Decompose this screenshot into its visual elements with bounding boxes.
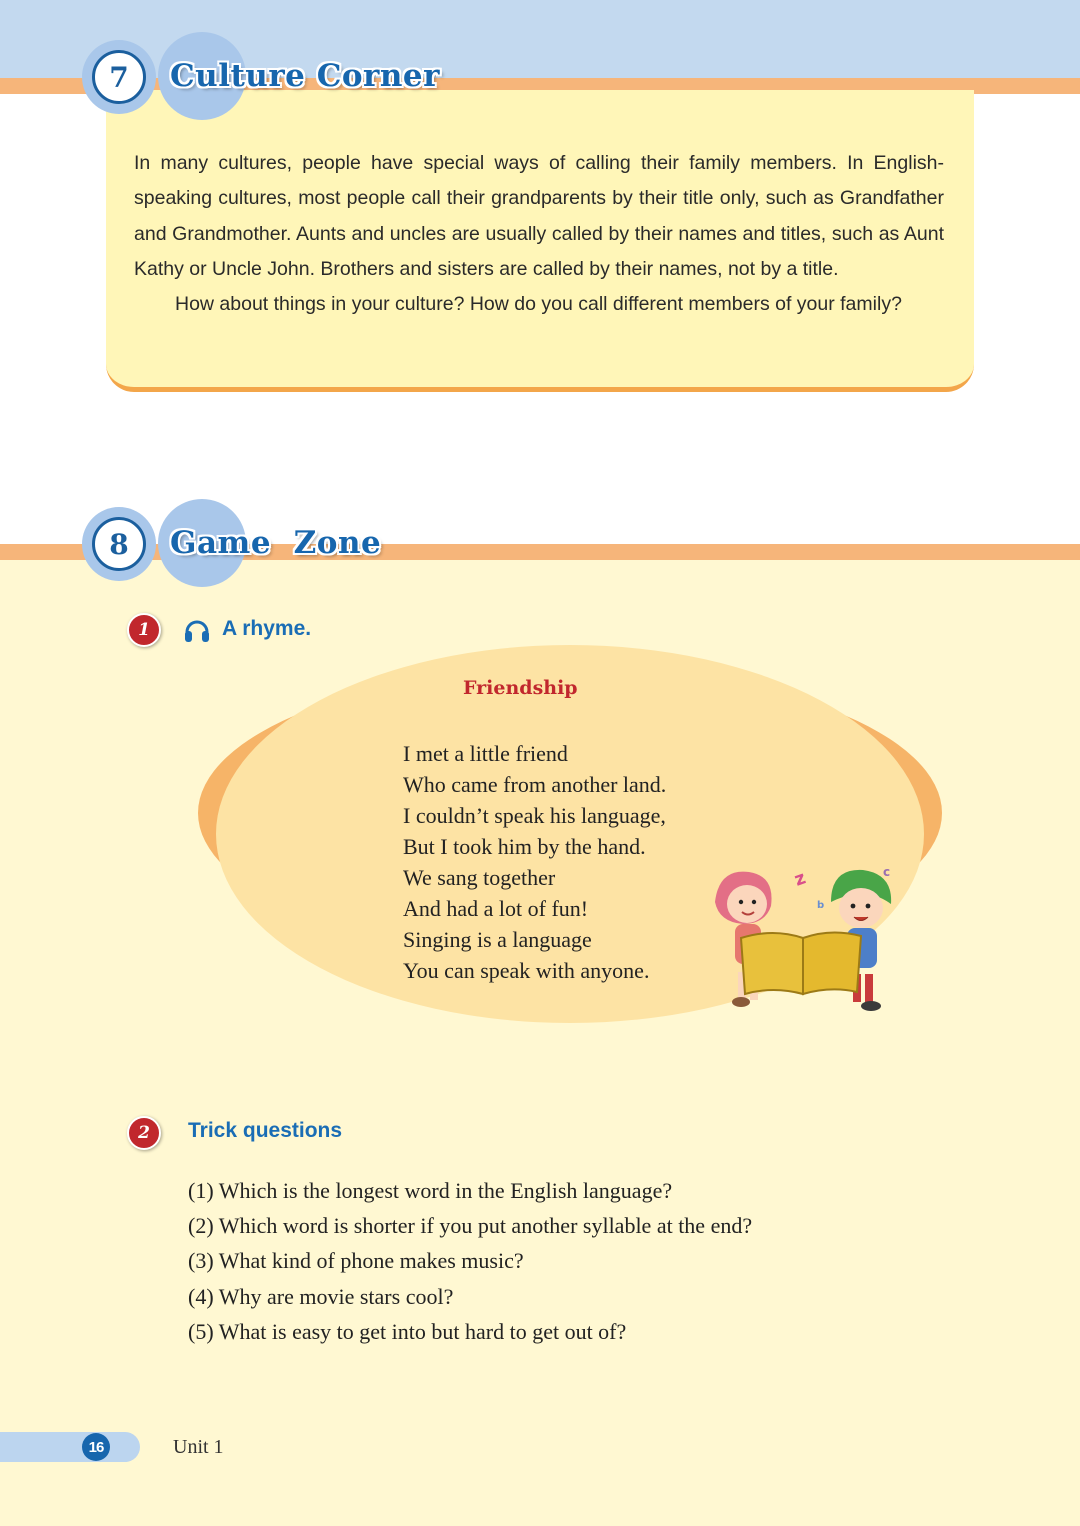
poem-line: We sang together xyxy=(403,865,556,890)
question-item: (1) Which is the longest word in the English language? xyxy=(188,1178,673,1203)
svg-text:z: z xyxy=(791,867,809,891)
poem-line: I couldn’t speak his language, xyxy=(403,803,666,828)
culture-paragraph-2: How about things in your culture? How do you call different members of your family? xyxy=(175,293,902,316)
poem-line: I met a little friend xyxy=(403,741,568,766)
trick-questions-list xyxy=(188,1173,752,1349)
page-number: 16 xyxy=(82,1433,110,1461)
poem-text xyxy=(403,738,666,986)
section-number-7 xyxy=(82,40,156,114)
trick-questions-label: Trick questions xyxy=(188,1119,343,1142)
question-item: (3) What kind of phone makes music? xyxy=(188,1248,524,1274)
poem-line: And had a lot of fun! xyxy=(403,896,589,921)
unit-label: Unit 1 xyxy=(173,1436,224,1458)
item-marker-2: 2 xyxy=(127,1116,161,1150)
kids-reading-illustration xyxy=(705,862,905,1022)
section-number-label: 7 xyxy=(92,50,146,104)
question-item: (5) What is easy to get into but hard to get out of? xyxy=(188,1318,627,1344)
question-item: (4) Why are movie stars cool? xyxy=(188,1283,454,1309)
poem-line: But I took him by the hand. xyxy=(403,834,646,859)
poem-title: Friendship xyxy=(463,677,578,699)
section-number-8 xyxy=(82,507,156,581)
rhyme-label: A rhyme. xyxy=(222,617,312,640)
culture-paragraph-1: In many cultures, people have special ways of calling their family members. In English-speaking cultures, most people call their grandparents by their title only, such as Grandfather and Grandmother. Aunts and uncles are usually called by their names and titles, such as Aunt Kathy or Uncle John. Brothers and sisters are called by their names, not by a title. xyxy=(134,152,944,280)
game-zone-title: Game Zone xyxy=(170,525,382,561)
poem-line: Who came from another land. xyxy=(403,772,667,797)
culture-corner-text xyxy=(134,146,944,322)
headphones-icon xyxy=(182,615,212,645)
culture-corner-title: Culture Corner xyxy=(170,58,440,94)
svg-text:c: c xyxy=(883,865,891,879)
footer-bar xyxy=(0,1432,140,1462)
section-number-label: 8 xyxy=(92,517,146,571)
svg-text:b: b xyxy=(817,900,825,911)
item-marker-1: 1 xyxy=(127,613,161,647)
poem-line: Singing is a language xyxy=(403,927,592,952)
poem-line: You can speak with anyone. xyxy=(403,958,650,983)
question-item: (2) Which word is shorter if you put another syllable at the end? xyxy=(188,1213,753,1239)
